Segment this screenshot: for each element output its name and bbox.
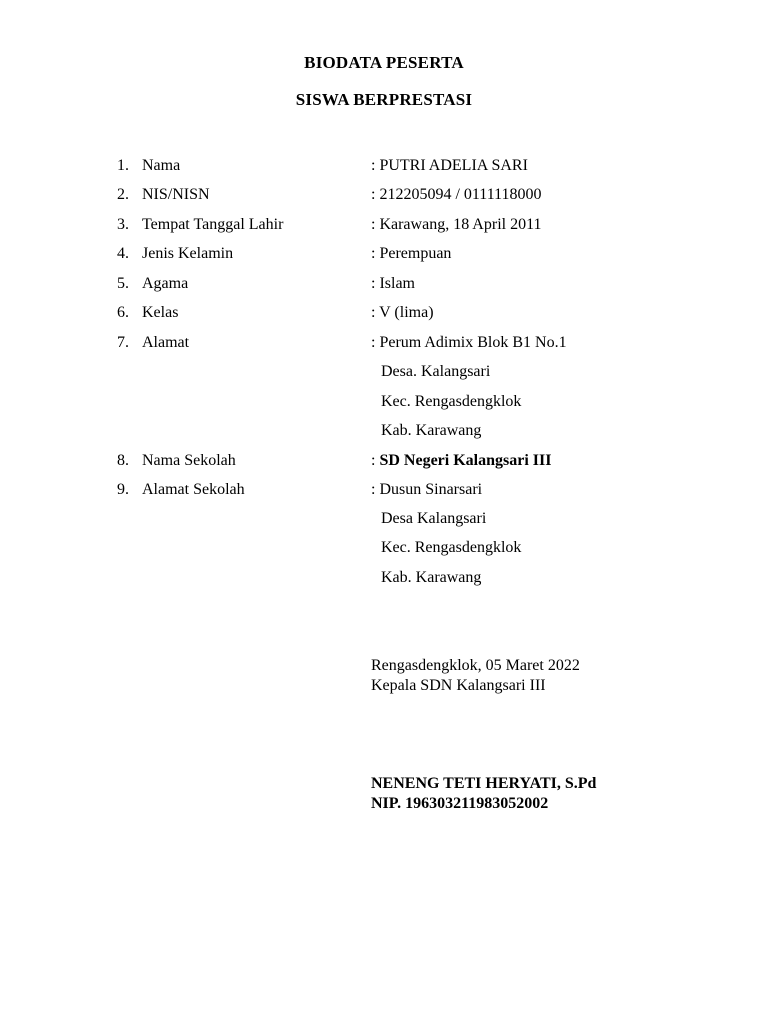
item-number: 7. [117,334,129,351]
item-number: 8. [117,452,129,469]
field-label-nisn: NIS/NISN [142,186,210,203]
field-label-nama: Nama [142,157,181,174]
field-label-jenis-kelamin: Jenis Kelamin [142,245,234,262]
field-value-alamat: : Perum Adimix Blok B1 No.1 [371,334,567,351]
field-value-kelas: : V (lima) [371,304,434,321]
field-value-nama: : PUTRI ADELIA SARI [371,157,528,174]
address-line [0,420,768,442]
item-number: 1. [117,157,129,174]
list-item [0,184,768,206]
address-line [0,537,768,559]
address-line [0,391,768,413]
list-item [0,155,768,177]
field-label-kelas: Kelas [142,304,179,321]
field-value-nama-sekolah [371,450,551,472]
school-name: SD Negeri Kalangsari III [379,452,552,469]
item-number: 5. [117,275,129,292]
field-label-agama: Agama [142,275,189,292]
field-label-nama-sekolah: Nama Sekolah [142,452,236,469]
field-value-jenis-kelamin: : Perempuan [371,245,452,262]
list-item [0,332,768,354]
list-item [0,273,768,295]
list-item [0,214,768,236]
item-number: 9. [117,481,129,498]
colon-separator: : [371,452,380,469]
list-item [0,450,768,472]
field-label-alamat-sekolah: Alamat Sekolah [142,481,245,498]
field-label-alamat: Alamat [142,334,190,351]
list-item [0,302,768,324]
field-value-agama: : Islam [371,275,415,292]
address-kecamatan: Kec. Rengasdengklok [381,393,522,410]
address-line [0,567,768,589]
document-title: BIODATA PESERTA [304,53,464,72]
field-value-alamat-sekolah: : Dusun Sinarsari [371,481,483,498]
place-date: Rengasdengklok, 05 Maret 2022 [371,657,580,674]
item-number: 3. [117,216,129,233]
item-number: 6. [117,304,129,321]
field-value-ttl: : Karawang, 18 April 2011 [371,216,542,233]
document-subtitle: SISWA BERPRESTASI [295,90,473,109]
list-item [0,479,768,501]
address-kabupaten: Kab. Karawang [381,422,482,439]
school-address-kecamatan: Kec. Rengasdengklok [381,539,522,556]
address-line [0,361,768,383]
item-number: 2. [117,186,129,203]
signer-name: NENENG TETI HERYATI, S.Pd [371,775,597,792]
school-address-desa: Desa Kalangsari [381,510,487,527]
field-label-ttl: Tempat Tanggal Lahir [142,216,284,233]
address-line [0,508,768,530]
signer-position: Kepala SDN Kalangsari III [371,677,546,694]
address-desa: Desa. Kalangsari [381,363,491,380]
school-address-kabupaten: Kab. Karawang [381,569,482,586]
signer-nip: NIP. 196303211983052002 [371,795,549,812]
field-value-nisn: : 212205094 / 0111118000 [371,186,542,203]
list-item [0,243,768,265]
item-number: 4. [117,245,129,262]
